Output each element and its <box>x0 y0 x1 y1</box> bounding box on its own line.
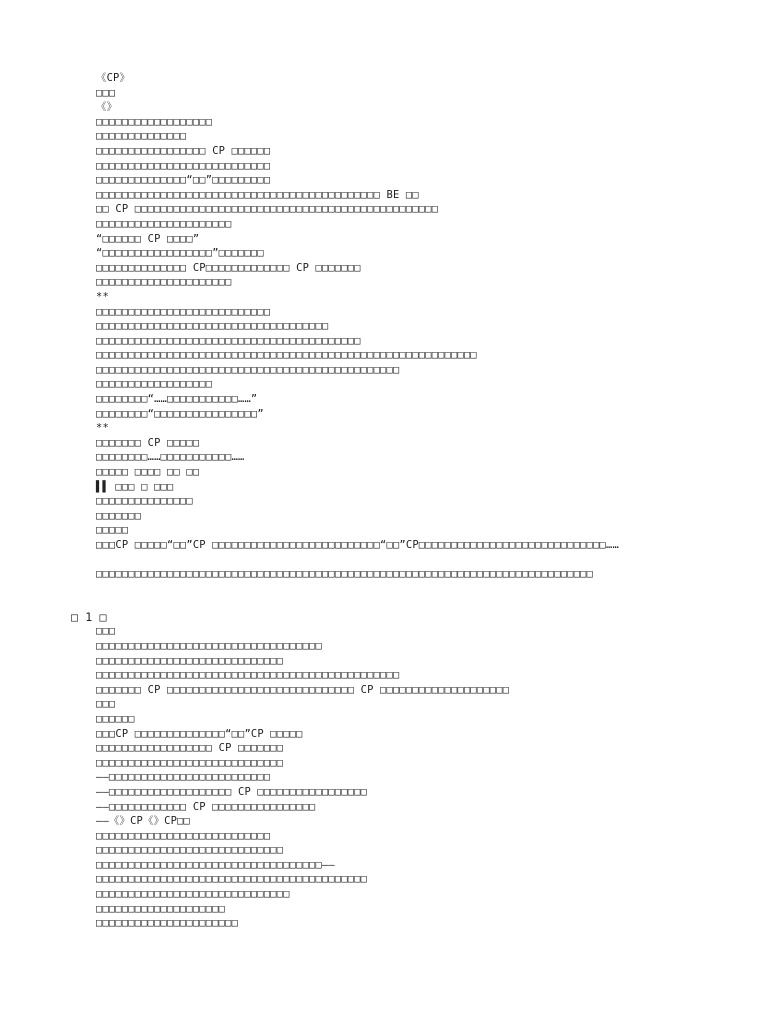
text-line: □□□ <box>96 625 116 638</box>
text-line: “□□□□□□ CP □□□□” <box>96 232 200 245</box>
section-heading: □ 1 □ <box>71 609 107 624</box>
text-line: ▌▌ □□□ □ □□□ <box>96 480 174 493</box>
text-line: □□□□□□□□□□□□□□□□□□□□□□□□□□□□□□□□□□□—— <box>96 858 335 871</box>
text-line: □□□□□□□□□□□□□□□□□□□□□□□□□□□□□□□□□□□□□□□□□□□□□□□ <box>96 363 400 376</box>
text-line: □□□□□□□□□□□□□□□□□□□□□□□□□□□ <box>96 305 271 318</box>
text-line: □□□□□□□□□□□□□□□□□□□□□ <box>96 276 232 289</box>
text-line: □□□□□□□□□□□□□□□□□□□□□□ <box>96 917 239 930</box>
text-line: □□□□□□□□……□□□□□□□□□□□…… <box>96 451 245 464</box>
text-line: □□□□□□□□□□□□□□□□□□□□□□□□□□□□□□□□□□□□□□□□□□□□□□□□□□□□□□□□□□□□□□□□□□□□□□□□□□□□□ <box>96 568 594 581</box>
text-line: □□□□□□□□□□□□□□□□□□□□□□□□□□□□□ <box>96 654 284 667</box>
text-line: □□□□□□□□□□□□□□ <box>96 130 187 143</box>
text-line: □□□□□□ <box>96 712 135 725</box>
text-line: □□□□□□□□□□□□□□□□□□ <box>96 378 213 391</box>
text-line: ——《》CP《》CP□□ <box>96 815 191 828</box>
text-line: 《》 <box>96 101 118 114</box>
text-line: □□□□□□□□□□□□□□□□□□□□□□□□□□□□□□□□□□□□ <box>96 320 329 333</box>
text-line: □□□CP □□□□□□□□□□□□□□“□□”CP □□□□□ <box>96 727 303 740</box>
text-line: □□□□□□□□□□□□□□□□□□□□□□□□□□□□□□ <box>96 888 290 901</box>
text-line: □□□□□□□□□□□□□□□□□□□□□□□□□□□□□□□□□□□□□□□□□□□□□□□□□□□□□□□□□□□ <box>96 349 477 362</box>
text-line: □□□□□□□□□□□□□□□ <box>96 495 193 508</box>
text-line: □□□□□□□□□□□□□□□□□□□□□□□□□□□□□□□□□□□□□□□□□□□□ BE □□ <box>96 188 419 201</box>
text-line: □□□□□□□□□□□□□□“□□”□□□□□□□□□ <box>96 174 271 187</box>
text-line: 《CP》 <box>96 72 131 84</box>
text-line: ——□□□□□□□□□□□□□□□□□□□□□□□□□ <box>96 771 271 784</box>
text-line: □□□CP □□□□□“□□”CP □□□□□□□□□□□□□□□□□□□□□□□□□□“□□”CP□□□□□□□□□□□□□□□□□□□□□□□□□□□□□…… <box>96 539 619 551</box>
document-body <box>71 71 746 931</box>
text-line: ——□□□□□□□□□□□□□□□□□□□ CP □□□□□□□□□□□□□□□□□ <box>96 785 368 798</box>
text-line <box>96 553 746 568</box>
text-line <box>96 582 746 610</box>
text-line: □□□ <box>96 698 116 711</box>
text-line: □□□□□□□□□□□□□□□□□□□□□□□□□□□ <box>96 829 271 842</box>
text-line: ** <box>96 422 109 435</box>
text-line: □□□□□□□□□□□□□□□□□ CP □□□□□□ <box>96 144 271 157</box>
text-line: □□ CP □□□□□□□□□□□□□□□□□□□□□□□□□□□□□□□□□□□□□□□□□□□□□□□ <box>96 203 439 216</box>
text-line: □□□□□□□□□□□□□□□□□□ CP □□□□□□□ <box>96 742 284 755</box>
text-line: □□□□□□□□□□□□□□□□□□□□□□□□□□□ <box>96 159 271 172</box>
text-line: ——□□□□□□□□□□□□ CP □□□□□□□□□□□□□□□□ <box>96 800 316 813</box>
text-line: □□□□□□□□“□□□□□□□□□□□□□□□□” <box>96 407 264 420</box>
text-line: “□□□□□□□□□□□□□□□□□”□□□□□□□ <box>96 247 264 260</box>
text-line: ** <box>96 290 109 303</box>
text-line: □□□□□□□□□□□□□□□□□□□□□□□□□□□□□□□□□□□□□□□□□□ <box>96 873 368 886</box>
text-line: □□□□□□□□□□□□□□□□□□□□□□□□□□□□□□□□□□□□□□□□□ <box>96 334 361 347</box>
text-line: □□□□□□□ CP □□□□□□□□□□□□□□□□□□□□□□□□□□□□□ CP □□□□□□□□□□□□□□□□□□□□ <box>96 683 510 696</box>
text-line: □□□□□□□□□□□□□□□□□□□□□□□□□□□□□ <box>96 844 284 857</box>
text-line: □□□□□□□ <box>96 509 142 522</box>
text-line: □□□□□□□□□□□□□□□□□□ <box>96 115 213 128</box>
text-line: □□□□□ <box>96 524 129 537</box>
text-line: □□□□□□□□□□□□□□□□□□□□ <box>96 902 226 915</box>
text-line: □□□□□ □□□□ □□ □□ <box>96 466 200 479</box>
text-line: □□□□□□□□□□□□□□□□□□□□□ <box>96 217 232 230</box>
text-line: □□□ <box>96 86 116 99</box>
text-line: □□□□□□□□□□□□□□□□□□□□□□□□□□□□□ <box>96 756 284 769</box>
text-line: □□□□□□□□“……□□□□□□□□□□□……” <box>96 393 258 406</box>
text-line: □□□□□□□□□□□□□□ CP□□□□□□□□□□□□□ CP □□□□□□□ <box>96 261 361 274</box>
text-line: □□□□□□□□□□□□□□□□□□□□□□□□□□□□□□□□□□□□□□□□□□□□□□□ <box>96 669 400 682</box>
text-line: □□□□□□□□□□□□□□□□□□□□□□□□□□□□□□□□□□□ <box>96 639 322 652</box>
text-line: □□□□□□□ CP □□□□□ <box>96 436 200 449</box>
